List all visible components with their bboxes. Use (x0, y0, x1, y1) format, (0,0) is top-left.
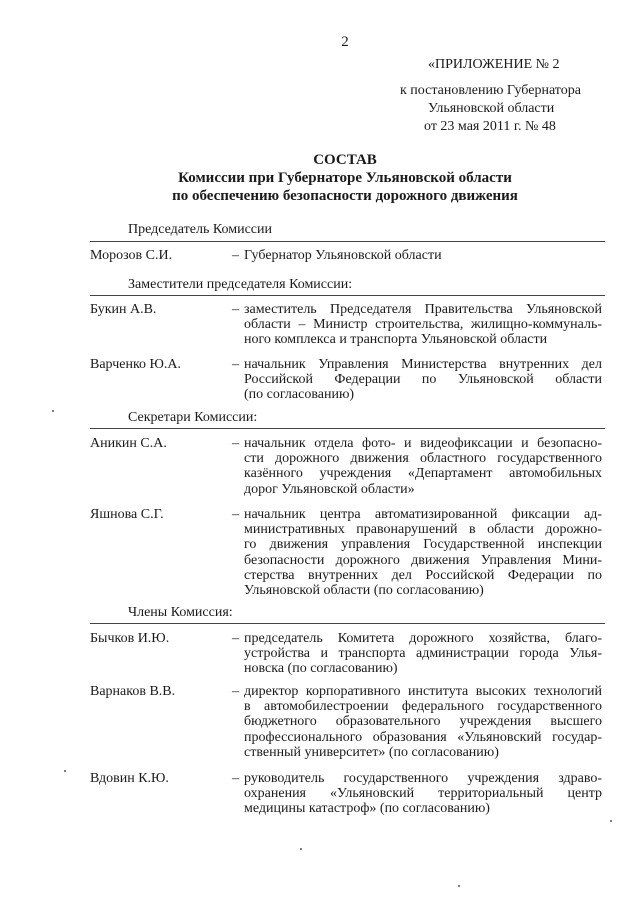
document-subtitle-line-2: по обеспечению безопасности дорожного движения (172, 188, 518, 204)
scan-speck (52, 410, 54, 412)
member-dash: – (232, 357, 239, 372)
member-name: Морозов С.И. (90, 248, 173, 263)
member-name: Аникин С.А. (90, 436, 167, 451)
section-label-secretaries: Секретари Комиссии: (128, 410, 258, 425)
position-line: директор корпоративного института высоких технологий (244, 684, 602, 699)
member-name: Бычков И.Ю. (90, 631, 170, 646)
position-line: министративных правонарушений в области дорожно- (244, 522, 602, 538)
position-line: безопасности дорожного движения Управления Мини- (244, 552, 602, 568)
section-label-deputies: Заместители председателя Комиссии: (128, 277, 353, 292)
position-line: председатель Комитета дорожного хозяйства, благо- (244, 631, 602, 646)
position-line: стерства внутренних дел Российской Федерации по (244, 567, 602, 583)
member-name: Варченко Ю.А. (90, 357, 182, 372)
member-position (244, 684, 602, 760)
member-position (244, 302, 602, 348)
position-line: бюджетного образовательного учреждения высшего (244, 714, 602, 730)
position-line: руководитель государственного учреждения здраво- (244, 771, 602, 786)
member-dash: – (232, 771, 239, 786)
appendix-line-2: Ульяновской области (428, 101, 555, 116)
member-position (244, 436, 602, 497)
member-dash: – (232, 631, 239, 646)
scan-speck (458, 885, 460, 887)
member-dash: – (232, 248, 239, 263)
member-name: Вдовин К.Ю. (90, 771, 169, 786)
section-label-chairman: Председатель Комиссии (128, 222, 272, 237)
position-line: профессионального образования «Ульяновский государ- (244, 729, 602, 745)
page-number: 2 (341, 34, 349, 50)
position-line: медицины катастроф» (по согласованию) (244, 801, 490, 817)
position-line: области – Министр строительства, жилищно-коммуналь- (244, 317, 602, 333)
position-line: Губернатор Ульяновской области (244, 248, 442, 263)
position-line: го движения управления Государственной инспекции (244, 537, 602, 553)
position-line: Ульяновской области (по согласованию) (244, 583, 484, 599)
position-line: начальник Управления Министерства внутренних дел (244, 357, 602, 372)
position-line: охранения «Ульяновский территориальный центр (244, 786, 602, 802)
section-label-members: Члены Комиссия: (128, 605, 233, 620)
member-position (244, 507, 602, 598)
position-line: заместитель Председателя Правительства Ульяновской (244, 302, 602, 317)
position-line: в автомобилестроении федерального государственного (244, 699, 602, 715)
position-line: начальник центра автоматизированной фиксации ад- (244, 507, 602, 522)
member-dash: – (232, 507, 239, 522)
position-line: казённого учреждения «Департамент автомобильных (244, 466, 602, 482)
scan-speck (300, 848, 302, 850)
member-name: Букин А.В. (90, 302, 157, 317)
position-line: устройства и транспорта администрации города Улья- (244, 646, 602, 662)
member-position (244, 248, 602, 263)
member-position (244, 771, 602, 817)
scan-speck (64, 770, 66, 772)
position-line: Российской Федерации по Ульяновской области (244, 372, 602, 388)
position-line: начальник отдела фото- и видеофиксации и безопасно- (244, 436, 602, 451)
member-name: Яшнова С.Г. (90, 507, 164, 522)
appendix-line-1: к постановлению Губернатора (400, 83, 581, 98)
position-line: сти дорожного движения областного государственного (244, 451, 602, 467)
position-line: дорог Ульяновской области» (244, 481, 415, 497)
member-dash: – (232, 436, 239, 451)
scan-speck (610, 820, 612, 822)
divider (90, 241, 605, 242)
member-position (244, 631, 602, 677)
appendix-line-3: от 23 мая 2011 г. № 48 (424, 119, 556, 134)
position-line: ственный университет» (по согласованию) (244, 744, 499, 760)
member-position (244, 357, 602, 403)
position-line: (по согласованию) (244, 387, 355, 403)
member-name: Варнаков В.В. (90, 684, 176, 699)
document-subtitle-line-1: Комиссии при Губернаторе Ульяновской области (178, 170, 512, 186)
position-line: новска (по согласованию) (244, 661, 398, 677)
document-title: СОСТАВ (313, 152, 377, 168)
member-dash: – (232, 684, 239, 699)
divider (90, 623, 605, 624)
position-line: ного комплекса и транспорта Ульяновской области (244, 332, 548, 348)
appendix-title: «ПРИЛОЖЕНИЕ № 2 (428, 57, 560, 72)
divider (90, 295, 605, 296)
member-dash: – (232, 302, 239, 317)
divider (90, 428, 605, 429)
